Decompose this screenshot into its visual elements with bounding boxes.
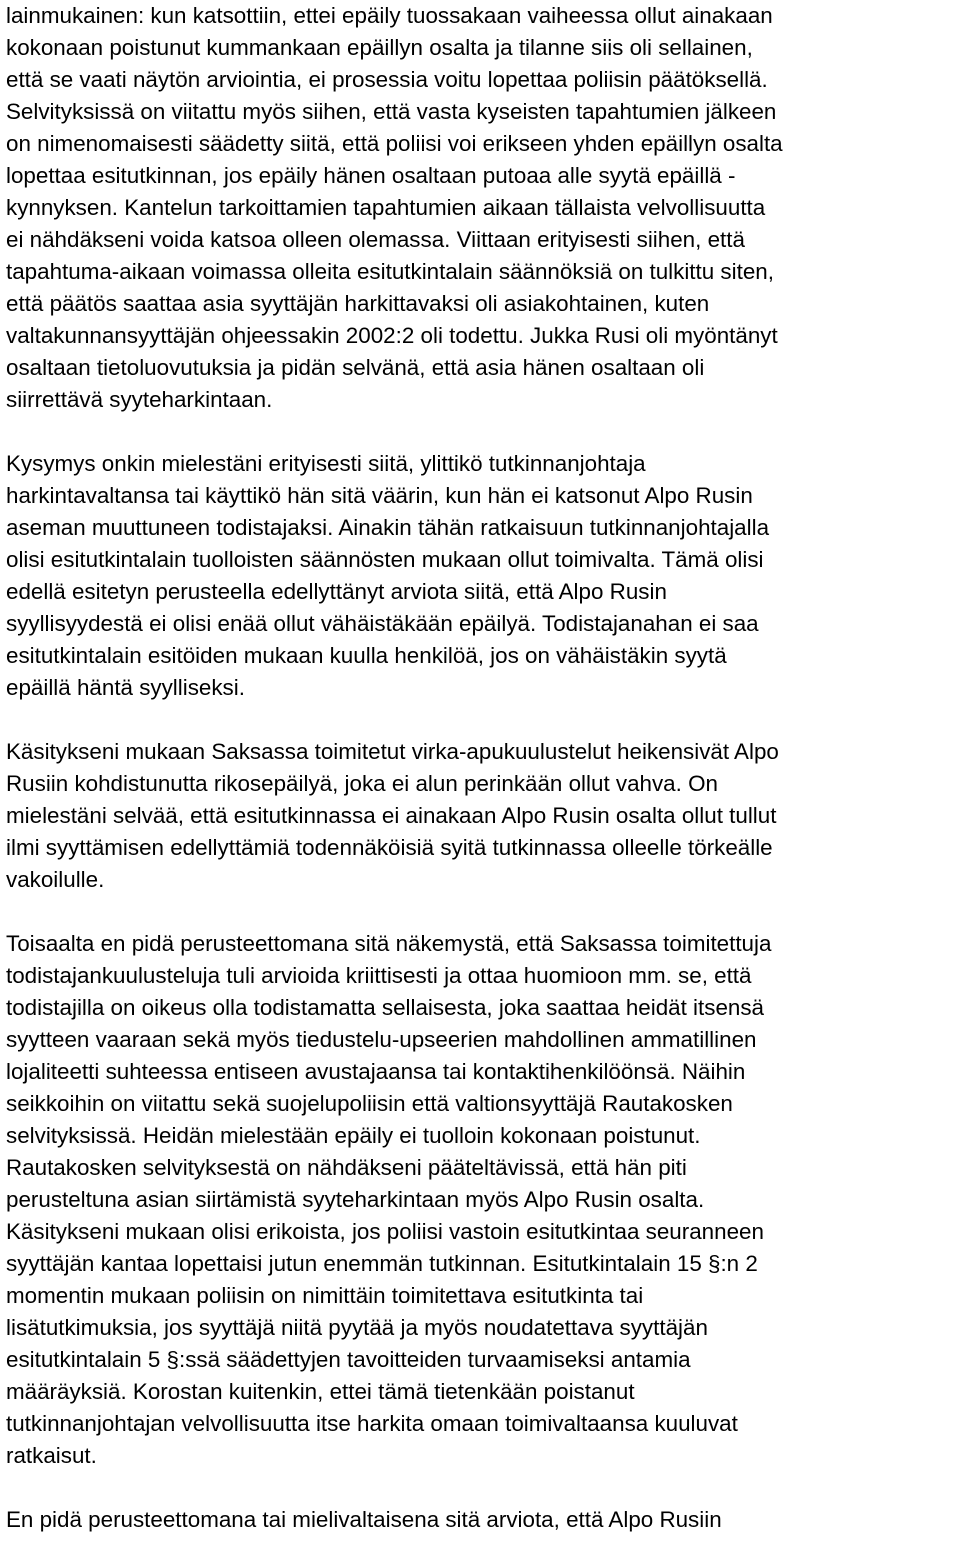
- text-line: olisi esitutkintalain tuolloisten säännösten mukaan ollut toimivalta. Tämä olisi: [6, 547, 764, 572]
- text-line: momentin mukaan poliisin on nimittäin toimitettava esitutkinta tai: [6, 1283, 644, 1308]
- text-line: esitutkintalain esitöiden mukaan kuulla henkilöä, jos on vähäistäkin syytä: [6, 643, 727, 668]
- text-line: syytteen vaaraan sekä myös tiedustelu-upseerien mahdollinen ammatillinen: [6, 1027, 757, 1052]
- text-line: vakoilulle.: [6, 867, 105, 892]
- text-line: syyttäjän kantaa lopettaisi jutun enemmän tutkinnan. Esitutkintalain 15 §:n 2: [6, 1251, 758, 1276]
- text-line: aseman muuttuneen todistajaksi. Ainakin tähän ratkaisuun tutkinnanjohtajalla: [6, 515, 770, 540]
- text-line: Käsitykseni mukaan Saksassa toimitetut virka-apukuulustelut heikensivät Alpo: [6, 739, 779, 764]
- text-line: syyllisyydestä ei olisi enää ollut vähäistäkään epäilyä. Todistajanahan ei saa: [6, 611, 759, 636]
- text-line: harkintavaltansa tai käyttikö hän sitä väärin, kun hän ei katsonut Alpo Rusin: [6, 483, 753, 508]
- paragraph: [6, 448, 960, 704]
- text-line: Käsitykseni mukaan olisi erikoista, jos poliisi vastoin esitutkintaa seuranneen: [6, 1219, 764, 1244]
- text-line: todistajilla on oikeus olla todistamatta sellaisesta, joka saattaa heidät itsensä: [6, 995, 764, 1020]
- text-line: edellä esitetyn perusteella edellyttänyt arviota siitä, että Alpo Rusin: [6, 579, 667, 604]
- text-line: osaltaan tietoluovutuksia ja pidän selvänä, että asia hänen osaltaan oli: [6, 355, 705, 380]
- text-line: Rusiin kohdistunutta rikosepäilyä, joka ei alun perinkään ollut vahva. On: [6, 771, 718, 796]
- text-line: epäillä häntä syylliseksi.: [6, 675, 245, 700]
- text-line: perusteltuna asian siirtämistä syyteharkintaan myös Alpo Rusin osalta.: [6, 1187, 705, 1212]
- text-line: siirrettävä syyteharkintaan.: [6, 387, 273, 412]
- text-line: Rautakosken selvityksestä on nähdäkseni pääteltävissä, että hän piti: [6, 1155, 687, 1180]
- text-line: Toisaalta en pidä perusteettomana sitä näkemystä, että Saksassa toimitettuja: [6, 931, 772, 956]
- text-line: on nimenomaisesti säädetty siitä, että poliisi voi erikseen yhden epäillyn osalta: [6, 131, 783, 156]
- text-line: että päätös saattaa asia syyttäjän harkittavaksi oli asiakohtainen, kuten: [6, 291, 710, 316]
- text-line: todistajankuulusteluja tuli arvioida kriittisesti ja ottaa huomioon mm. se, että: [6, 963, 752, 988]
- text-line: lainmukainen: kun katsottiin, ettei epäily tuossakaan vaiheessa ollut ainakaan: [6, 3, 773, 28]
- text-line: seikkoihin on viitattu sekä suojelupoliisin että valtionsyyttäjä Rautakosken: [6, 1091, 733, 1116]
- text-line: kynnyksen. Kantelun tarkoittamien tapahtumien aikaan tällaista velvollisuutta: [6, 195, 766, 220]
- text-line: kokonaan poistunut kummankaan epäillyn osalta ja tilanne siis oli sellainen,: [6, 35, 753, 60]
- text-line: lojaliteetti suhteessa entiseen avustajaansa tai kontaktihenkilöönsä. Näihin: [6, 1059, 746, 1084]
- text-line: määräyksiä. Korostan kuitenkin, ettei tämä tietenkään poistanut: [6, 1379, 635, 1404]
- text-line: selvityksissä. Heidän mielestään epäily ei tuolloin kokonaan poistunut.: [6, 1123, 701, 1148]
- text-line: mielestäni selvää, että esitutkinnassa ei ainakaan Alpo Rusin osalta ollut tullut: [6, 803, 777, 828]
- paragraph: [6, 0, 960, 416]
- text-line: lisätutkimuksia, jos syyttäjä niitä pyytää ja myös noudatettava syyttäjän: [6, 1315, 708, 1340]
- text-line: tutkinnanjohtajan velvollisuutta itse harkita omaan toimivaltaansa kuuluvat: [6, 1411, 738, 1436]
- paragraph: [6, 928, 960, 1472]
- text-line: että se vaati näytön arviointia, ei prosessia voitu lopettaa poliisin päätöksellä.: [6, 67, 768, 92]
- text-line: Selvityksissä on viitattu myös siihen, että vasta kyseisten tapahtumien jälkeen: [6, 99, 777, 124]
- paragraph: [6, 1504, 960, 1536]
- paragraph-gap: [6, 896, 960, 928]
- text-line: valtakunnansyyttäjän ohjeessakin 2002:2 oli todettu. Jukka Rusi oli myöntänyt: [6, 323, 778, 348]
- text-line: ratkaisut.: [6, 1443, 97, 1468]
- paragraph-gap: [6, 704, 960, 736]
- text-line: lopettaa esitutkinnan, jos epäily hänen osaltaan putoaa alle syytä epäillä -: [6, 163, 736, 188]
- paragraph: [6, 736, 960, 896]
- text-line: En pidä perusteettomana tai mielivaltaisena sitä arviota, että Alpo Rusiin: [6, 1507, 722, 1532]
- paragraph-gap: [6, 1472, 960, 1504]
- text-line: Kysymys onkin mielestäni erityisesti siitä, ylittikö tutkinnanjohtaja: [6, 451, 646, 476]
- text-line: tapahtuma-aikaan voimassa olleita esitutkintalain säännöksiä on tulkittu siten,: [6, 259, 774, 284]
- paragraph-gap: [6, 416, 960, 448]
- text-line: ilmi syyttämisen edellyttämiä todennäköisiä syitä tutkinnassa olleelle törkeälle: [6, 835, 773, 860]
- text-line: esitutkintalain 5 §:ssä säädettyjen tavoitteiden turvaamiseksi antamia: [6, 1347, 691, 1372]
- text-line: ei nähdäkseni voida katsoa olleen olemassa. Viittaan erityisesti siihen, että: [6, 227, 745, 252]
